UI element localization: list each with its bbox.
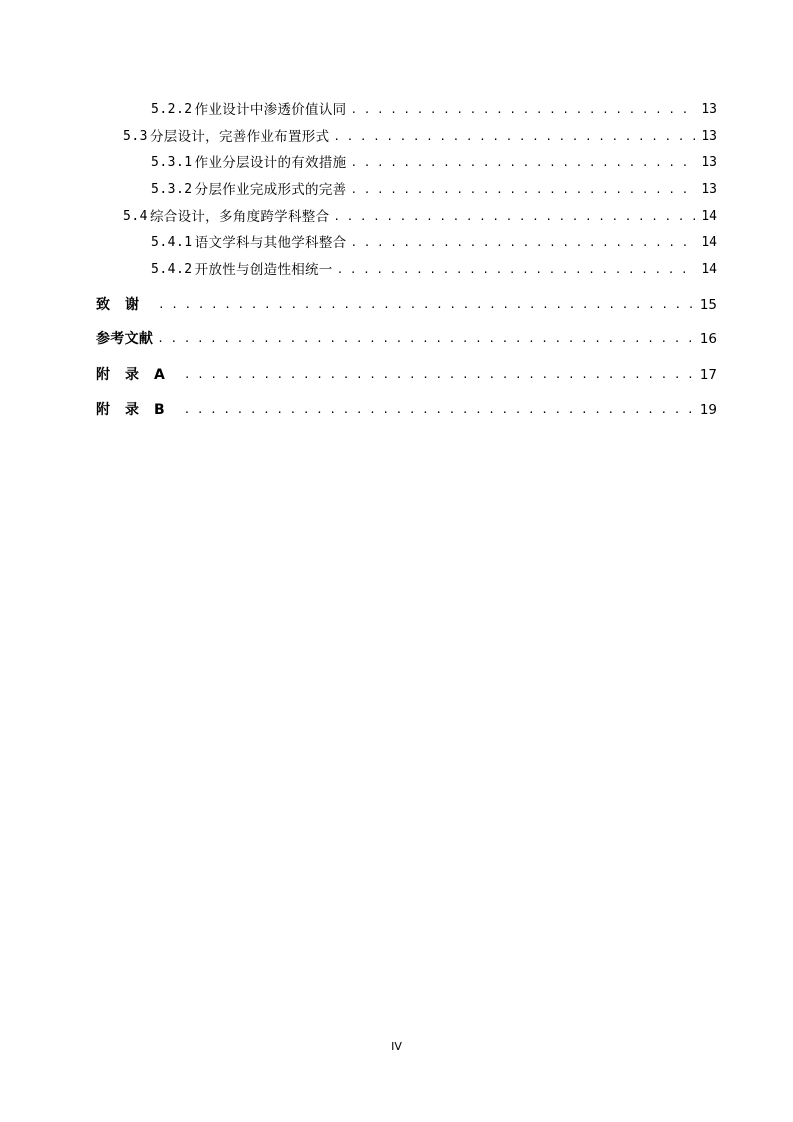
toc-entry-page: 14 [701, 209, 717, 224]
toc-entry-title: 致谢 [96, 297, 154, 313]
toc-entry-title: 作业分层设计的有效措施 [194, 155, 347, 171]
toc-entry-page: 13 [701, 155, 717, 170]
page-number: IV [391, 1040, 402, 1053]
toc-entry-title: 综合设计，多角度跨学科整合 [149, 209, 330, 225]
toc-entry-5-3-2[interactable] [151, 179, 717, 201]
toc-entry-acknowledgements[interactable] [96, 294, 717, 316]
toc-entry-number: 5.4 [123, 209, 148, 224]
toc-entry-page: 19 [699, 402, 717, 418]
toc-entry-5-3-1[interactable] [151, 152, 717, 174]
dot-leader [333, 126, 695, 148]
toc-entry-5-4-1[interactable] [151, 232, 717, 254]
toc-entry-page: 14 [701, 262, 717, 277]
toc-entry-title: 附录A [96, 367, 180, 383]
toc-entry-title: 分层作业完成形式的完善 [194, 182, 347, 198]
toc-entry-number: 5.3 [123, 129, 148, 144]
dot-leader [333, 206, 695, 228]
toc-entry-title: 参考文献 [96, 331, 154, 347]
dot-leader [158, 294, 695, 316]
toc-entry-page: 13 [701, 182, 717, 197]
toc-entry-number: 5.3.2 [151, 182, 193, 197]
toc-entry-page: 14 [701, 235, 717, 250]
dot-leader [337, 259, 695, 281]
toc-entry-appendix-b[interactable] [96, 399, 717, 421]
toc-entry-5-4[interactable] [123, 206, 717, 228]
dot-leader [157, 328, 695, 350]
toc-entry-5-4-2[interactable] [151, 259, 717, 281]
dot-leader [350, 179, 695, 201]
dot-leader [184, 399, 695, 421]
toc-entry-title: 作业设计中渗透价值认同 [194, 102, 347, 118]
toc-entry-number: 5.2.2 [151, 102, 193, 117]
toc-entry-number: 5.4.2 [151, 262, 193, 277]
toc-entry-title: 附录B [96, 402, 180, 418]
dot-leader [350, 232, 695, 254]
toc-entry-page: 15 [699, 297, 717, 313]
dot-leader [350, 99, 695, 121]
dot-leader [184, 364, 695, 386]
toc-entry-title: 开放性与创造性相统一 [194, 262, 333, 278]
dot-leader [350, 152, 695, 174]
toc-entry-5-3[interactable] [123, 126, 717, 148]
toc-entry-page: 13 [701, 129, 717, 144]
toc-entry-title: 分层设计，完善作业布置形式 [149, 129, 330, 145]
toc-entry-page: 17 [699, 367, 717, 383]
toc-entry-number: 5.4.1 [151, 235, 193, 250]
toc-entry-page: 16 [699, 331, 717, 347]
toc-entry-page: 13 [701, 102, 717, 117]
toc-entry-appendix-a[interactable] [96, 364, 717, 386]
toc-entry-title: 语文学科与其他学科整合 [194, 235, 347, 251]
toc-entry-references[interactable] [96, 328, 717, 350]
toc-entry-number: 5.3.1 [151, 155, 193, 170]
toc-entry-5-2-2[interactable] [151, 99, 717, 121]
